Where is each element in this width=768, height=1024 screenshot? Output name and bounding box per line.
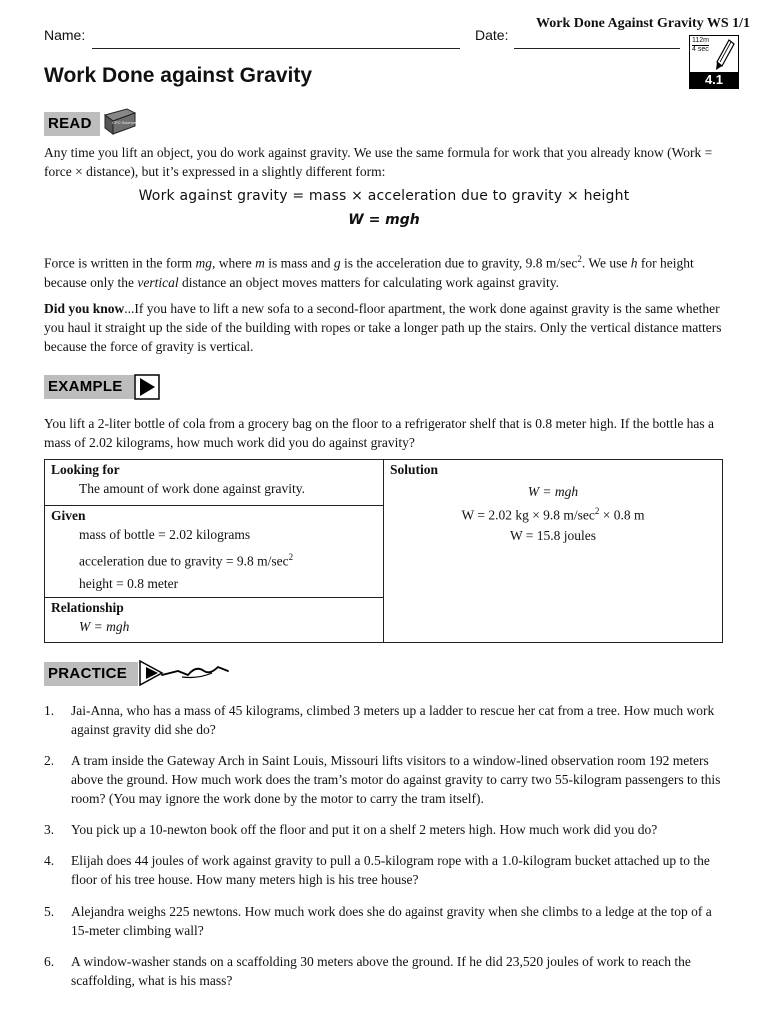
solution-line-3: W = 15.8 joules bbox=[509, 527, 597, 543]
solution-line-1: W = mgh bbox=[527, 484, 579, 499]
example-problem: You lift a 2-liter bottle of cola from a grocery bag on the floor to a refrigerator shelf that is 0.8 meter high. If the bottle has a mass of 2.02 kilograms, how much work did you do against gravity? bbox=[44, 416, 715, 450]
date-field[interactable] bbox=[514, 48, 680, 49]
relationship-value: W = mgh bbox=[79, 618, 130, 634]
book-icon bbox=[101, 107, 137, 135]
name-field[interactable] bbox=[92, 48, 460, 49]
question-text: Jai-Anna, who has a mass of 45 kilograms, climbed 3 meters up a ladder to rescue her cat from a tree. How much work against gravity did she do? bbox=[71, 703, 715, 737]
p2-part-0: Force is written in the form bbox=[44, 255, 196, 271]
badge-bottom-text: 4 sec bbox=[692, 46, 709, 53]
question-text: You pick up a 10-newton book off the floor and put it on a shelf 2 meters high. How much work did you do? bbox=[71, 822, 658, 837]
book-label: CPO Science bbox=[111, 120, 137, 125]
p2-part-1: mg bbox=[195, 255, 212, 271]
practice-question-2 bbox=[44, 751, 724, 808]
worksheet-id: Work Done Against Gravity WS 1/1 bbox=[536, 16, 751, 31]
play-arrow-icon bbox=[134, 374, 160, 400]
given-label: Given bbox=[51, 508, 86, 523]
looking-for-label: Looking for bbox=[51, 462, 120, 477]
given-cell bbox=[45, 506, 384, 598]
equation-words: Work against gravity = mass × acceleration due to gravity × height bbox=[138, 188, 630, 204]
relationship-label: Relationship bbox=[51, 599, 124, 615]
looking-for-cell bbox=[45, 460, 384, 506]
p2-part-2: , where bbox=[211, 255, 256, 271]
did-you-know bbox=[44, 299, 729, 356]
solution-label: Solution bbox=[390, 462, 439, 477]
practice-band bbox=[44, 662, 138, 686]
solution-cell bbox=[384, 460, 723, 643]
p2-part-9: h bbox=[630, 255, 638, 271]
practice-question-4 bbox=[44, 851, 724, 889]
equation-symbols: W = mgh bbox=[348, 212, 420, 228]
solution-line-2: W = 2.02 kg × 9.8 $m/\sec^2 \times 0.8$ m bbox=[461, 506, 645, 523]
p2-part-7: 2 bbox=[577, 254, 582, 264]
question-number: 4. bbox=[44, 853, 55, 868]
badge-top-text: 112m bbox=[692, 37, 709, 44]
practice-question-5 bbox=[44, 902, 724, 940]
read-paragraph-2 bbox=[44, 250, 729, 292]
question-text: Alejandra weighs 225 newtons. How much work does she do against gravity when she climbs to a ledge at the top of a 15-meter climbing wall? bbox=[71, 904, 712, 938]
pencil-scribble-icon bbox=[138, 659, 230, 689]
relationship-cell bbox=[45, 597, 384, 642]
p2-part-3: m bbox=[255, 255, 265, 271]
p2-part-6: is the acceleration due to gravity, 9.8 m/sec bbox=[340, 255, 578, 271]
given-item-3: height = 0.8 meter bbox=[79, 575, 179, 591]
read-label: READ bbox=[48, 115, 92, 132]
date-label: Date: bbox=[475, 27, 509, 43]
p2-part-12: distance an object moves matters for calculating work against gravity. bbox=[178, 274, 559, 290]
p2-part-8: . We use bbox=[581, 255, 631, 271]
given-item-1: mass of bottle = 2.02 kilograms bbox=[79, 527, 251, 542]
looking-for-value: The amount of work done against gravity. bbox=[79, 481, 305, 496]
practice-question-1 bbox=[44, 701, 724, 739]
pencil-icon bbox=[714, 38, 736, 72]
question-number: 2. bbox=[44, 753, 55, 768]
practice-question-6 bbox=[44, 952, 724, 990]
did-you-know-text: ...If you have to lift a new sofa to a second-floor apartment, the work done against gravity is the same whether you haul it straight up the side of the building with ropes or take a longer path up the stairs. Only the vertical distance matters because the force of gravity is vertical. bbox=[44, 301, 722, 354]
read-paragraph-1: Any time you lift an object, you do work against gravity. We use the same formula for work that you already know (Work = force × distance), but it’s expressed in a slightly different form: bbox=[44, 145, 713, 179]
name-label: Name: bbox=[44, 27, 86, 43]
did-you-know-label: Did you know bbox=[44, 301, 125, 316]
p2-part-11: vertical bbox=[137, 274, 179, 290]
practice-question-3 bbox=[44, 820, 724, 839]
question-text: A window-washer stands on a scaffolding 30 meters above the ground. If he did 23,520 joules of work to reach the scaffolding, what is his mass? bbox=[71, 954, 691, 988]
read-band bbox=[44, 112, 100, 136]
badge-number: 4.1 bbox=[690, 72, 738, 88]
practice-label: PRACTICE bbox=[48, 665, 128, 682]
question-number: 5. bbox=[44, 904, 55, 919]
question-text: Elijah does 44 joules of work against gravity to pull a 0.5-kilogram rope with a 1.0-kilogram bucket attached up to the floor of his tree house. How many meters high is his tree house? bbox=[71, 853, 710, 887]
page-title: Work Done against Gravity bbox=[44, 64, 313, 87]
p2-part-4: is mass and bbox=[264, 255, 334, 271]
question-text: A tram inside the Gateway Arch in Saint Louis, Missouri lifts visitors to a window-lined observation room 192 meters above the ground. How much work does the tram’s motor do against gravity to carry two 55-kilogram passengers to this room? (You may ignore the work done by the motor to carry the tram itself). bbox=[71, 753, 721, 806]
example-band bbox=[44, 375, 134, 399]
section-badge bbox=[689, 35, 739, 89]
question-number: 3. bbox=[44, 822, 55, 837]
example-table bbox=[44, 459, 723, 643]
p2-part-10: for height because only the bbox=[44, 255, 694, 290]
question-number: 6. bbox=[44, 954, 55, 969]
p2-part-5: g bbox=[333, 255, 341, 271]
given-item-2: acceleration due to gravity = 9.8 $m/\sec^2$ bbox=[79, 552, 294, 569]
example-label: EXAMPLE bbox=[48, 378, 123, 395]
question-number: 1. bbox=[44, 703, 55, 718]
